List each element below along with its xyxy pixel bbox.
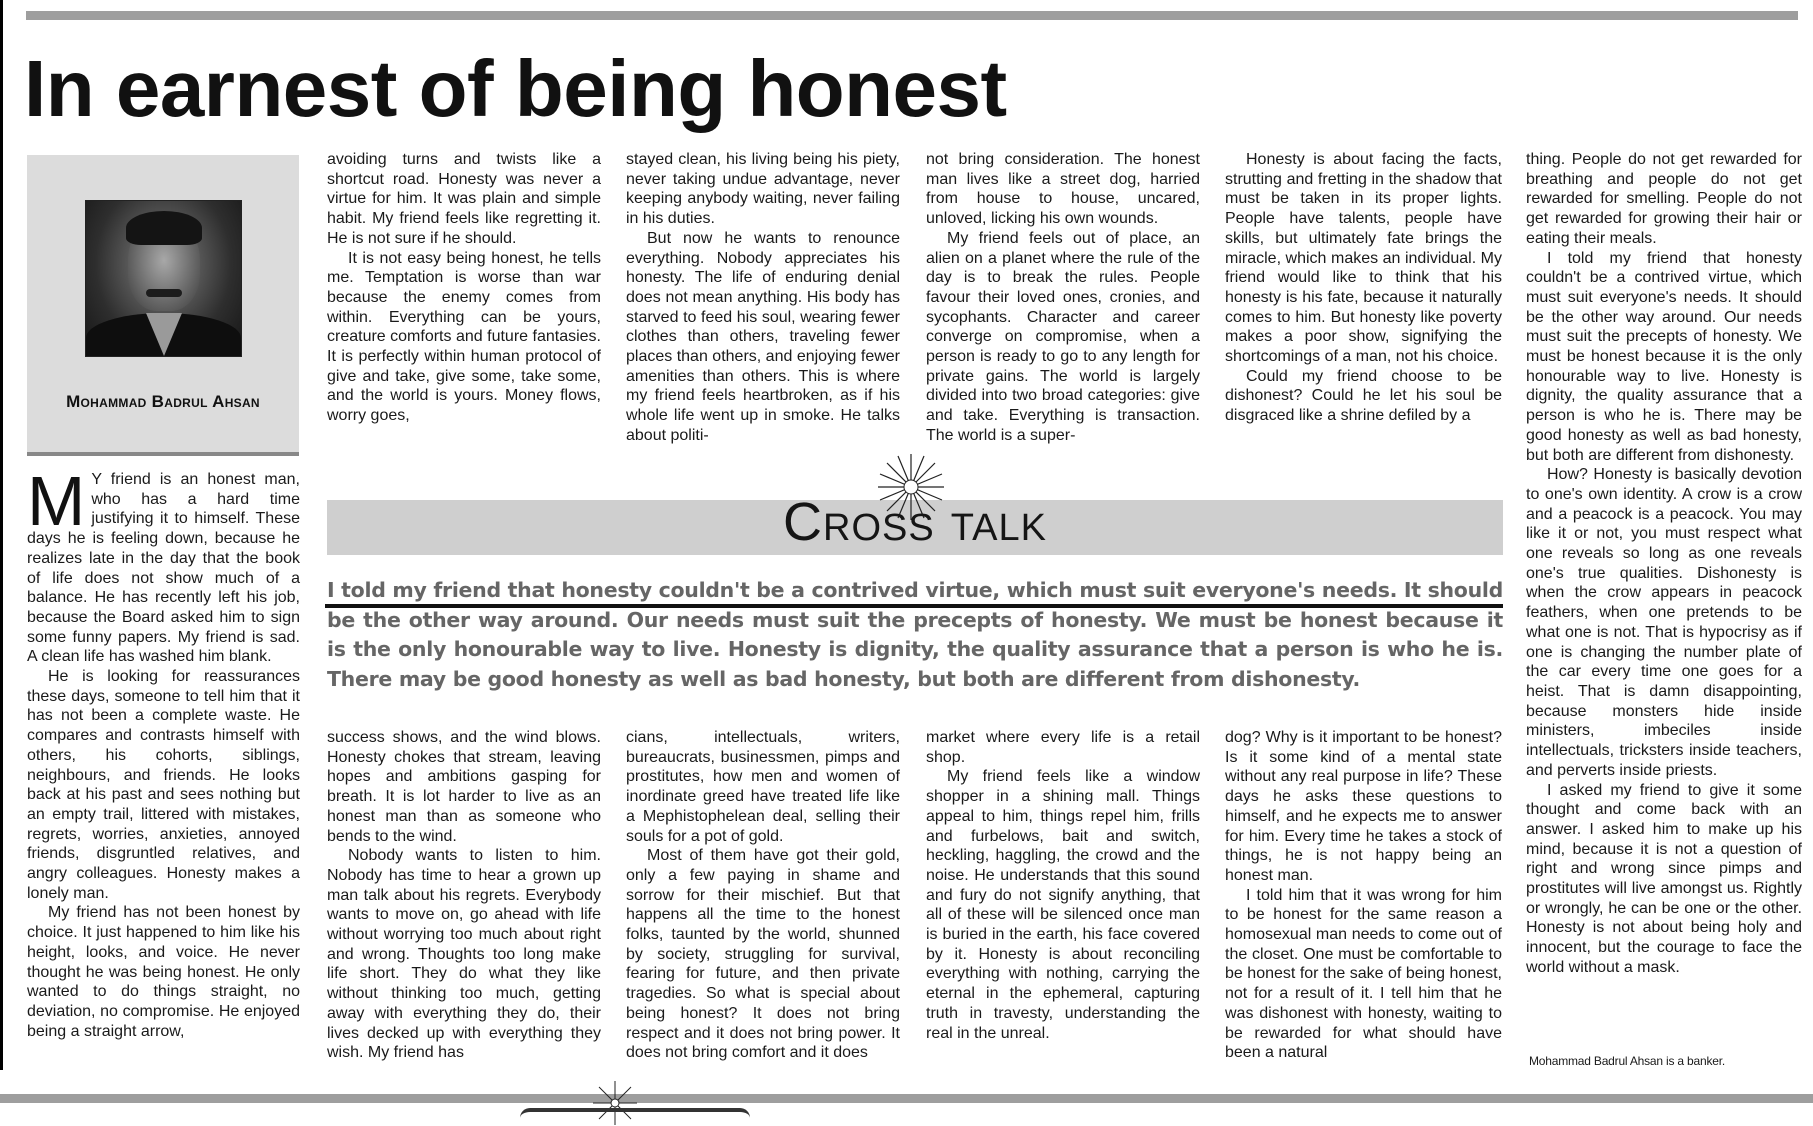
article-column-3-top <box>626 150 900 446</box>
headline: In earnest of being honest <box>24 44 1007 133</box>
article-paragraph: But now he wants to renounce everything. Nobody appreciates his honesty. The life of enduring denial does not mean anything. His body has starved to feed his soul, wearing fewer clothes than others, traveling fewer places than others, and enjoying fewer amenities than others. This is where my friend feels heartbroken, as if his whole life went up in smoke. He talks about politi- <box>626 229 900 444</box>
article-column-5-bottom <box>1225 728 1502 1063</box>
article-paragraph: How? Honesty is basically devotion to one's own identity. A crow is a crow and a peacock is a peacock. You may like it or not, you must respect what one reveals so long as one reveals one's true qualities. Dishonesty is when the crow appears in peacock feathers, when one pretends to be what one is not. That is hypocrisy as if one is changing the number plate of the car every time one goes for a heist. That is damn disappointing, because monsters hide inside ministers, imbeciles inside intellectuals, tricksters inside teachers, and perverts inside priests. <box>1526 466 1802 779</box>
article-paragraph: market where every life is a retail shop. <box>926 729 1200 766</box>
article-column-5-top <box>1225 150 1502 426</box>
author-name: Mohammad Badrul Ahsan <box>66 392 260 411</box>
pull-quote: I told my friend that honesty couldn't be a contrived virtue, which must suit everyone's needs. It should be the other way around. Our needs must suit the precepts of honesty. We must be honest because it is the only honourable way to live. Honesty is dignity, the quality assurance that a person is who he is. There may be good honesty as well as bad honesty, but both are different from dishonesty. <box>327 578 1503 691</box>
article-paragraph: avoiding turns and twists like a shortcut road. Honesty was never a virtue for him. It was plain and simple habit. My friend feels like regretting it. He is not sure if he should. <box>327 151 601 247</box>
article-paragraph: My friend feels out of place, an alien on a planet where the rule of the day is to break the rules. People favour their loved ones, cronies, and sycophants. Character and career converge on compromise, when a person is ready to go to any length for private gains. The world is largely divided into two broad categories: give and take. Everything is transaction. The world is a super- <box>926 229 1200 444</box>
article-paragraph: stayed clean, his living being his piety, never taking undue advantage, never keeping anybody waiting, never failing in his duties. <box>626 151 900 228</box>
author-box <box>27 155 299 456</box>
article-paragraph: success shows, and the wind blows. Honesty chokes that stream, leaving hopes and ambitions gasping for breath. It is lot harder to live as an honest man than as someone who bends to the wind. <box>327 729 601 845</box>
article-paragraph: My friend has not been honest by choice. It just happened to him like his height, looks, and voice. He never thought he was being honest. He only wanted to do things straight, no deviation, no compromise. He enjoyed being a straight arrow, <box>27 904 300 1040</box>
left-margin-rule <box>0 0 3 1070</box>
article-paragraph: I asked my friend to give it some thought and come back with an answer. I asked him to make up his mind, because it is not a question of right and wrong since pimps and prostitutes will live amongst us. Rightly or wrongly, he can be one or the other. Honesty is not about being holy and innocent, but the courage to face the world without a mask. <box>1526 781 1802 976</box>
article-paragraph: cians, intellectuals, writers, bureaucrats, businessmen, pimps and prostitutes, how men and women of inordinate greed have treated life like a Mephistophelean deal, selling their souls for a pot of gold. <box>626 729 900 845</box>
article-column-3-bottom <box>626 728 900 1063</box>
article-paragraph: dog? Why is it important to be honest? Is it some kind of a mental state without any real purpose in life? These days he asks these questions to himself, and he expects me to answer for him. Every time he takes a stock of things, he is not happy being an honest man. <box>1225 729 1502 884</box>
drop-cap: M <box>27 462 86 540</box>
section-label: Cross talk <box>783 492 1047 552</box>
article-paragraph: He is looking for reassurances these days, someone to tell him that it has not been a complete waste. He compares and contrasts himself with others, his cohorts, siblings, neighbours, and friends. He looks back at his past and sees nothing but an empty trail, littered with mistakes, regrets, worries, anxieties, annoyed friends, disgruntled relatives, and angry colleagues. Honesty makes a lonely man. <box>27 668 300 902</box>
bottom-rule-bar <box>0 1094 1813 1103</box>
starburst-icon <box>592 1080 638 1126</box>
article-column-6 <box>1526 150 1802 978</box>
article-paragraph: My friend feels like a window shopper in a shining mall. Things appeal to him, things repel him, frills and furbelows, bait and switch, heckling, haggling, the crowd and the noise. He understands that this sound and fury do not signify anything, that all of these will be silenced once man is buried in the earth, his face covered by it. Honesty is about reconciling everything with nothing, carrying the eternal in the ephemeral, capturing truth in travesty, understanding the real in the unreal. <box>926 768 1200 1042</box>
article-paragraph: not bring consideration. The honest man lives like a street dog, harried from house to house, uncared, unloved, licking his own wounds. <box>926 151 1200 228</box>
article-paragraph: Most of them have got their gold, only a few paying in shame and sorrow for their mischief. But that happens all the time to the honest folks, taunted by the world, shunned by society, struggling for survival, fearing for future, and then private tragedies. So what is special about being honest? It does not bring respect and it does not bring power. It does not bring comfort and it does <box>626 847 900 1062</box>
author-credit: Mohammad Badrul Ahsan is a banker. <box>1529 1054 1725 1068</box>
article-paragraph: Could my friend choose to be dishonest? Could he let his soul be disgraced like a shrine defiled by a <box>1225 367 1502 425</box>
article-column-4-bottom <box>926 728 1200 1043</box>
article-paragraph: M Y friend is an honest man, who has a hard time justifying it to himself. These days he is feeling down, because he realizes late in the day that the book of life does not show much of a balance. He has recently left his job, because the Board asked him to sign some funny papers. My friend is sad. A clean life has washed him blank. <box>27 462 300 666</box>
article-paragraph: Honesty is about facing the facts, strutting and fretting in the shadow that must be taken in its proper lights. People have talents, people have skills, but ultimately fate brings the miracle, which makes an individual. My friend would like to think that his honesty is his fate, because it naturally comes to him. But honesty like poverty makes a poor show, signifying the shortcomings of a man, not his choice. <box>1225 151 1502 366</box>
top-rule-bar <box>26 11 1798 20</box>
article-column-1 <box>27 462 300 1041</box>
article-paragraph: I told my friend that honesty couldn't be a contrived virtue, which must suit everyone's needs. It should be the other way around. Our needs must suit the precepts of honesty. We must be honest because it is the only honourable way to live. Honesty is dignity, the quality assurance that a person is who he is. There may be good honesty as well as bad honesty, but both are different from dishonesty. <box>1526 249 1802 464</box>
next-headline-fragment <box>520 1108 750 1118</box>
article-column-4-top <box>926 150 1200 446</box>
pullquote-divider <box>325 604 1503 608</box>
article-paragraph: It is not easy being honest, he tells me. Temptation is worse than war because the enemy comes from within. Everything can be yours, creature comforts and future fantasies. It is perfectly within human protocol of give and take, give some, take some, and the world is yours. Money flows, worry goes, <box>327 249 601 425</box>
article-paragraph: thing. People do not get rewarded for breathing and people do not get rewarded for smelling. People do not get rewarded for growing their hair or eating their meals. <box>1526 151 1802 247</box>
article-paragraph: I told him that it was wrong for him to be honest for the same reason a homosexual man needs to come out of the closet. One must be comfortable to be honest for the sake of being honest, not for a result of it. I tell him that he was dishonest with honesty, waiting to be rewarded for what should have been a natural <box>1225 886 1502 1062</box>
article-paragraph: Nobody wants to listen to him. Nobody has time to hear a grown up man talk about his regrets. Everybody wants to move on, go ahead with life without worrying too much about right and wrong. Thoughts too long make life short. They do what they like without thinking too much, getting away with everything they do, their lives decked up with everything they wish. My friend has <box>327 847 601 1062</box>
article-column-2-bottom <box>327 728 601 1063</box>
author-portrait-icon <box>85 200 242 357</box>
article-column-2-top <box>327 150 601 426</box>
